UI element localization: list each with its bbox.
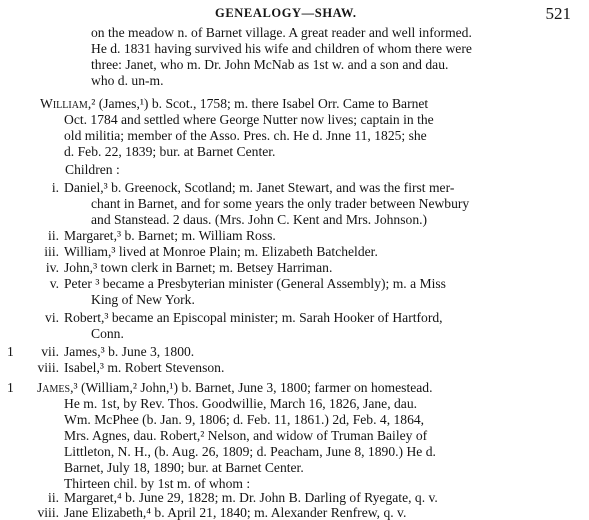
running-title: GENEALOGY—SHAW. [215,6,357,20]
child-numeral: vii. [41,344,59,359]
text-line: Isabel,³ m. Robert Stevenson. [64,360,225,375]
text-line: Margaret,⁴ b. June 29, 1828; m. Dr. John B. Darling of Ryegate, q. v. [64,490,438,505]
text-line: on the meadow n. of Barnet village. A great reader and well informed. [91,25,472,40]
margin-number: 1 [7,380,14,395]
text-line: and Stanstead. 2 daus. (Mrs. John C. Kent and Mrs. Johnson.) [91,212,428,227]
text-line: old militia; member of the Asso. Pres. ch. He d. Jnne 11, 1825; she [64,128,427,143]
text-line: three: Janet, who m. Dr. John McNab as 1st w. and a son and dau. [91,57,449,72]
child-numeral: i. [51,180,59,195]
margin-number: 1 [7,344,14,359]
text-line: Barnet, July 18, 1890; bur. at Barnet Center. [64,460,304,475]
text-line: Littleton, N. H., (b. Aug. 26, 1809; d. Peacham, June 8, 1890.) He d. [64,444,436,459]
text-line: Robert,³ became an Episcopal minister; m. Sarah Hooker of Hartford, [64,310,443,325]
children-heading: Thirteen chil. by 1st m. of whom : [64,476,251,491]
text-line: ² (James,¹) b. Scot., 1758; m. there Isabel Orr. Came to Barnet [91,96,429,111]
text-line: Daniel,³ b. Greenock, Scotland; m. Janet Stewart, and was the first mer- [64,180,455,195]
child-numeral: v. [49,276,59,291]
text-line: King of New York. [91,292,195,307]
text-line: James,³ b. June 3, 1800. [64,344,195,359]
child-numeral: iv. [45,260,59,275]
text-line: Jane Elizabeth,⁴ b. April 21, 1840; m. Alexander Renfrew, q. v. [64,505,407,520]
child-numeral: viii. [37,505,59,520]
page-number: 521 [545,4,571,23]
text-line: He d. 1831 having survived his wife and children of whom there were [91,41,472,56]
entry-james [37,380,432,395]
child-numeral: ii. [48,228,59,243]
child-numeral: ii. [48,490,59,505]
text-line: Oct. 1784 and settled where George Nutter now lives; captain in the [64,112,434,127]
text-line: Conn. [91,326,124,341]
child-numeral: viii. [37,360,59,375]
text-line: Peter ³ became a Presbyterian minister (General Assembly); m. a Miss [64,276,446,291]
text-line: chant in Barnet, and for some years the only trader between Newbury [91,196,470,211]
entry-william [40,96,428,111]
text-line: Wm. McPhee (b. Jan. 9, 1806; d. Feb. 11, 1861.) 2d, Feb. 4, 1864, [64,412,425,427]
child-numeral: iii. [44,244,59,259]
text-line: John,³ town clerk in Barnet; m. Betsey Harriman. [64,260,333,275]
child-numeral: vi. [45,310,59,325]
text-line: He m. 1st, by Rev. Thos. Goodwillie, March 16, 1826, Jane, dau. [64,396,418,411]
text-line: Margaret,³ b. Barnet; m. William Ross. [64,228,276,243]
text-line: d. Feb. 22, 1839; bur. at Barnet Center. [64,144,276,159]
text-line: who d. un-m. [91,73,164,88]
children-heading: Children : [65,162,120,177]
text-line: Mrs. Agnes, dau. Robert,² Nelson, and widow of Truman Bailey of [64,428,428,443]
person-name: James, [37,380,74,395]
text-line: ³ (William,² John,¹) b. Barnet, June 3, 1800; farmer on homestead. [73,380,433,395]
person-name: William, [40,96,92,111]
text-line: William,³ lived at Monroe Plain; m. Elizabeth Batchelder. [64,244,378,259]
